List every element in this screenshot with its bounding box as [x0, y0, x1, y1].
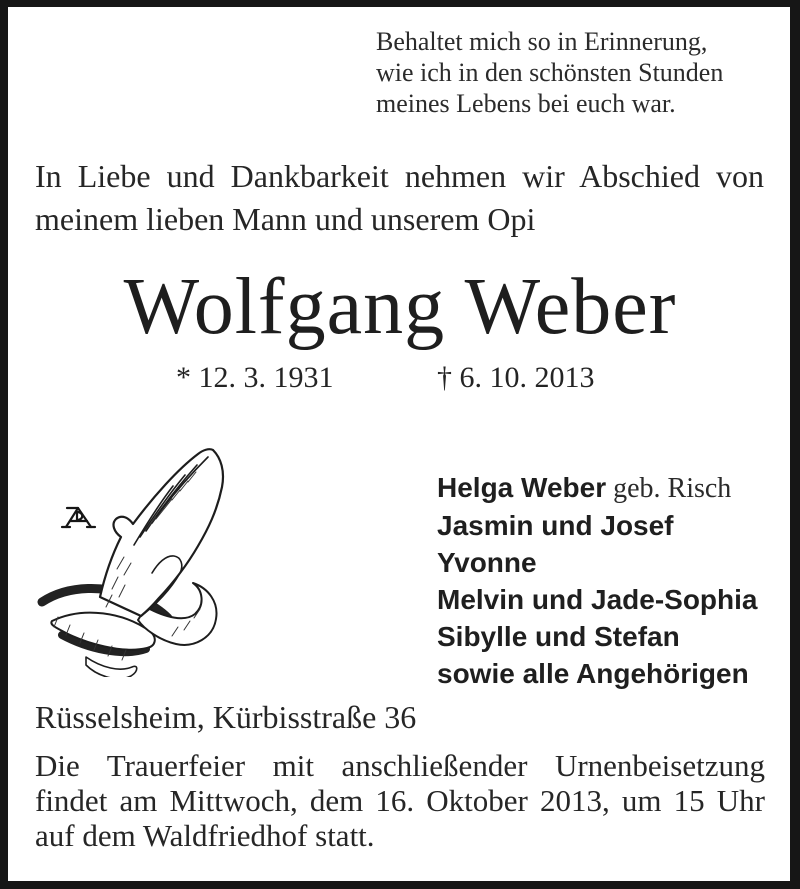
intro-line-1: In Liebe und Dankbarkeit nehmen wir Abschied von	[35, 158, 764, 194]
mourner-primary	[437, 469, 757, 507]
intro-line-2: meinem lieben Mann und unserem Opi	[35, 201, 536, 237]
funeral-line-2: findet am Mittwoch, dem 16. Oktober 2013, um 15 Uhr	[35, 783, 765, 818]
mourner-primary-name: Helga Weber	[437, 472, 607, 503]
mourner-line: sowie alle Angehörigen	[437, 658, 749, 689]
funeral-line-3: auf dem Waldfriedhof statt.	[35, 818, 375, 853]
epigraph-line-3: meines Lebens bei euch war.	[376, 89, 676, 118]
intro-paragraph	[35, 155, 764, 241]
mourner-primary-suffix: geb. Risch	[606, 473, 732, 504]
mourners-list	[437, 469, 757, 692]
epigraph-line-1: Behaltet mich so in Erinnerung,	[376, 27, 708, 56]
funeral-details	[35, 748, 765, 853]
sleeve-fold-bottom	[86, 657, 137, 677]
mourner-line: Melvin und Jade-Sophia	[437, 584, 758, 615]
duerer-monogram-icon	[62, 508, 95, 527]
mourner-line: Sibylle und Stefan	[437, 621, 680, 652]
funeral-line-1: Die Trauerfeier mit anschließender Urnenbeisetzung	[35, 748, 765, 783]
epigraph-quote	[376, 26, 780, 119]
praying-hands-image	[28, 437, 233, 677]
death-date: † 6. 10. 2013	[437, 361, 595, 394]
mourner-line: Yvonne	[437, 547, 537, 578]
birth-date: * 12. 3. 1931	[176, 361, 334, 394]
deceased-name: Wolfgang Weber	[123, 263, 677, 351]
address-line: Rüsselsheim, Kürbisstraße 36	[35, 699, 417, 735]
epigraph-line-2: wie ich in den schönsten Stunden	[376, 58, 724, 87]
mourner-line: Jasmin und Josef	[437, 510, 674, 541]
